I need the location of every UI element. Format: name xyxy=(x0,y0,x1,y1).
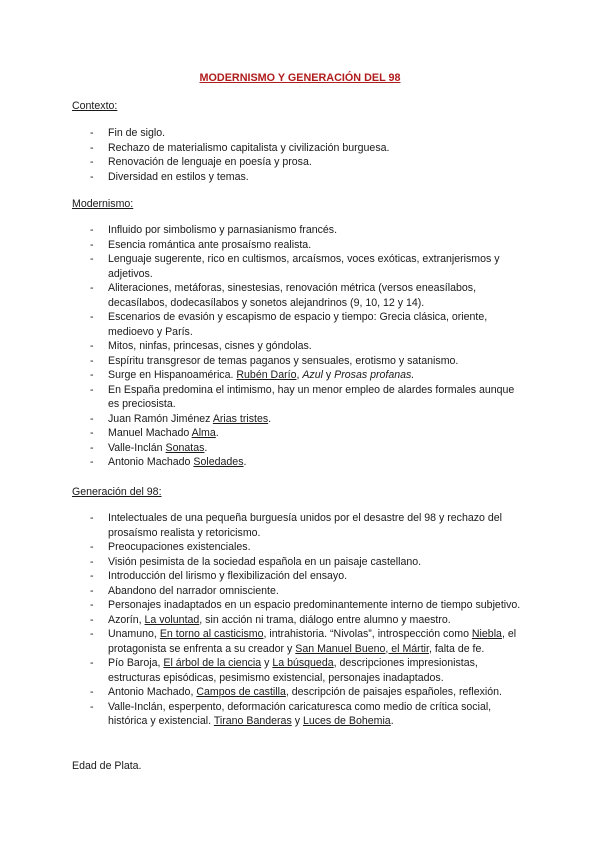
list-item: - Surge en Hispanoamérica. Rubén Darío, Azul y Prosas profanas. xyxy=(0,368,528,383)
list-item: - Espíritu transgresor de temas paganos y sensuales, erotismo y satanismo. xyxy=(0,354,528,369)
work-title: Arias tristes xyxy=(212,412,269,425)
list-item: - Aliteraciones, metáforas, sinestesias, renovación métrica (versos eneasílabos, decasílabos, dodecasílabos y sonetos alejandrinos (9, 10, 12 y 14). xyxy=(0,281,528,310)
list-item: - Renovación de lenguaje en poesía y prosa. xyxy=(0,155,528,170)
item-text: Surge en Hispanoamérica. xyxy=(108,369,234,381)
author-name: Unamuno, xyxy=(108,628,157,640)
list-item: - Abandono del narrador omnisciente. xyxy=(0,584,528,599)
page-title: MODERNISMO Y GENERACIÓN DEL 98 xyxy=(199,72,401,84)
list-item: - En España predomina el intimismo, hay un menor empleo de alardes formales aunque es preciosista. xyxy=(0,383,528,412)
work-title: Azul xyxy=(302,369,323,381)
list-item: - Esencia romántica ante prosaísmo realista. xyxy=(0,238,528,253)
author-name: Manuel Machado xyxy=(108,427,190,439)
list-item: - Rechazo de materialismo capitalista y civilización burguesa. xyxy=(0,141,528,156)
list-item xyxy=(0,700,528,729)
list-item: - Personajes inadaptados en un espacio predominantemente interno de tiempo subjetivo. xyxy=(0,598,528,613)
item-text: y xyxy=(264,657,270,669)
list-item xyxy=(0,627,528,656)
item-text: Valle-Inclán, esperpento, deformación caricaturesca como medio de crítica social, histórica y existencial. xyxy=(108,700,492,727)
work-title: Soledades xyxy=(193,456,244,468)
item-text: y xyxy=(294,715,300,727)
list-item: - Influido por simbolismo y parnasianismo francés. xyxy=(0,223,528,238)
list-item: - Lenguaje sugerente, rico en cultismos, arcaísmos, voces exóticas, extranjerismos y adjetivos. xyxy=(0,252,528,281)
author-name: Azorín, xyxy=(108,613,142,626)
author-name: Antonio Machado xyxy=(108,456,191,468)
work-title: En torno al casticismo xyxy=(159,628,264,640)
list-item: - Juan Ramón Jiménez Arias tristes. xyxy=(0,412,528,427)
list-item: - Intelectuales de una pequeña burguesía unidos por el desastre del 98 y rechazo del prosaísmo realista y retoricismo. xyxy=(0,511,528,540)
item-text: , el protagonista se enfrenta a su creador y xyxy=(108,628,517,655)
section-heading-modernismo: Modernismo: xyxy=(72,198,134,210)
list-item: - Fin de siglo. xyxy=(0,126,528,141)
item-text: , sin acción ni trama, diálogo entre alumno y maestro. xyxy=(199,613,451,626)
item-text: . xyxy=(390,715,394,727)
contexto-list xyxy=(0,126,528,184)
author-name: Rubén Darío xyxy=(236,369,297,381)
list-item: - Introducción del lirismo y flexibilización del ensayo. xyxy=(0,569,528,584)
item-text: , descripciones impresionistas, estructuras episódicas, pesimismo existencial, personajes inadaptados. xyxy=(108,657,478,684)
author-name: Juan Ramón Jiménez xyxy=(108,412,211,425)
work-title: Tirano Banderas xyxy=(213,715,292,727)
work-title: Prosas profanas. xyxy=(334,369,415,381)
closing-line: Edad de Plata. xyxy=(72,760,142,772)
author-name: Pío Baroja, xyxy=(108,657,161,669)
work-title: Campos de castilla xyxy=(196,686,286,698)
work-title: Sonatas xyxy=(165,441,205,454)
list-item: - Valle-Inclán Sonatas. xyxy=(0,441,528,456)
work-title: Niebla xyxy=(471,628,502,640)
item-text: y xyxy=(325,369,332,381)
section-heading-generacion: Generación del 98: xyxy=(72,486,162,498)
work-title: El árbol de la ciencia xyxy=(163,657,262,669)
work-title: Luces de Bohemia xyxy=(302,715,391,727)
item-text: , intrahistoria. “Nivolas”, introspección como xyxy=(263,628,472,640)
section-heading-contexto: Contexto: xyxy=(72,100,118,112)
list-item xyxy=(0,685,528,700)
author-name: Antonio Machado, xyxy=(108,686,194,698)
work-title: San Manuel Bueno, el Mártir xyxy=(295,642,429,655)
item-text: , falta de fe. xyxy=(428,642,485,655)
list-item: - Escenarios de evasión y escapismo de espacio y tiempo: Grecia clásica, oriente, medioevo y París. xyxy=(0,310,528,339)
work-title: Alma xyxy=(191,427,216,439)
work-title: La búsqueda xyxy=(272,657,334,669)
generacion-list xyxy=(0,511,528,729)
modernismo-list xyxy=(0,223,528,470)
list-item: - Visión pesimista de la sociedad española en un paisaje castellano. xyxy=(0,555,528,570)
list-item: - Mitos, ninfas, princesas, cisnes y góndolas. xyxy=(0,339,528,354)
work-title: La voluntad xyxy=(144,613,200,626)
list-item xyxy=(0,656,528,685)
list-item: - Diversidad en estilos y temas. xyxy=(0,170,528,185)
item-text: , descripción de paisajes españoles, reflexión. xyxy=(285,686,502,698)
list-item: - Antonio Machado Soledades. xyxy=(0,455,528,470)
author-name: Valle-Inclán xyxy=(108,441,163,454)
list-item: - Manuel Machado Alma. xyxy=(0,426,528,441)
list-item: - Preocupaciones existenciales. xyxy=(0,540,528,555)
list-item xyxy=(0,613,528,628)
